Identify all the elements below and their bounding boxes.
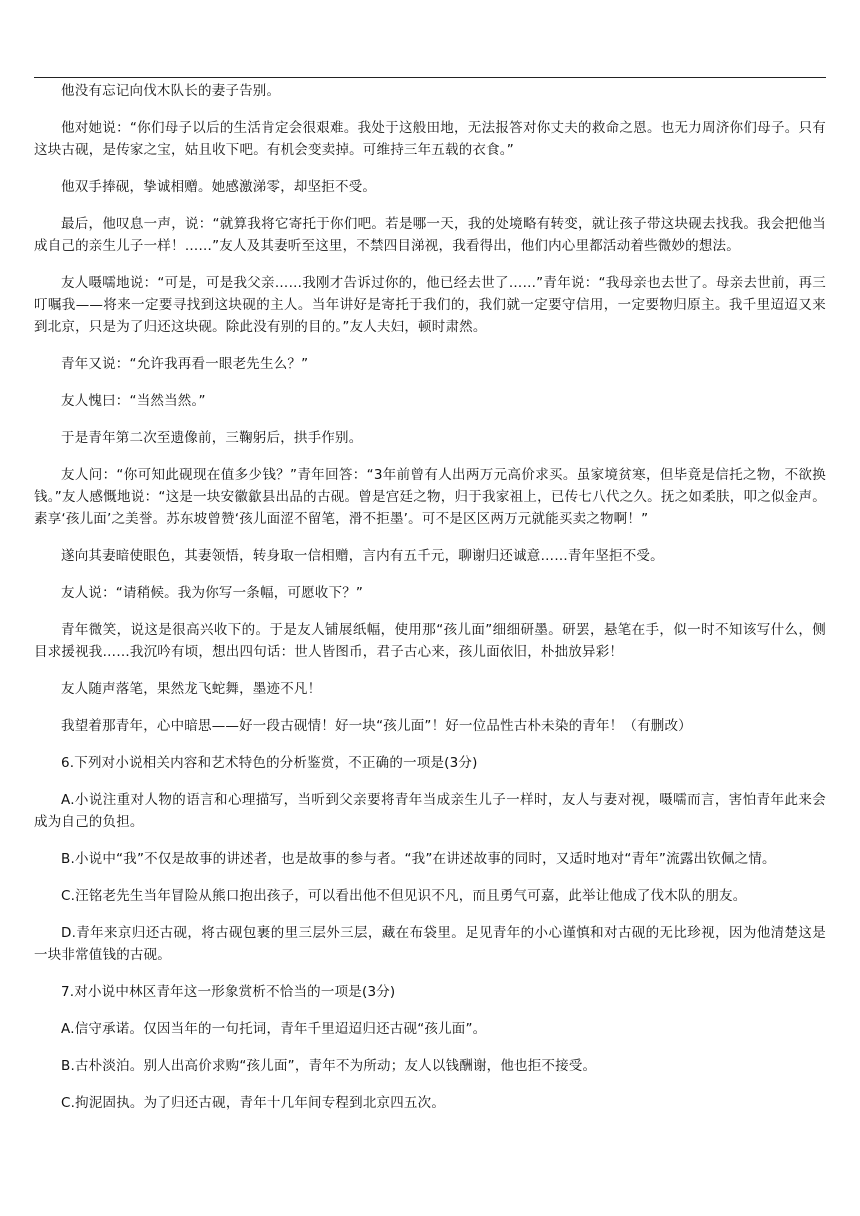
header-rule xyxy=(34,77,826,78)
story-paragraph: 友人说：“请稍候。我为你写一条幅，可愿收下？” xyxy=(61,585,364,601)
story-paragraph: 他对她说：“你们母子以后的生活肯定会很艰难。我处于这般田地，无法报答对你丈夫的救命之恩。也无力周济你们母子。只有这块古砚，是传家之宝，姑且收下吧。有机会变卖掉。可维持三年五载的衣食。” xyxy=(34,120,826,158)
story-paragraph: 青年又说：“允许我再看一眼老先生么？” xyxy=(61,356,309,372)
question-6-stem: 6.下列对小说相关内容和艺术特色的分析鉴赏，不正确的一项是(3分) xyxy=(61,755,478,771)
story-paragraph: 遂向其妻暗使眼色，其妻领悟，转身取一信相赠，言内有五千元，聊谢归还诚意……青年坚拒不受。 xyxy=(61,548,664,564)
question-6-option-d: D.青年来京归还古砚，将古砚包裹的里三层外三层，藏在布袋里。足见青年的小心谨慎和对古砚的无比珍视，因为他清楚这是一块非常值钱的古砚。 xyxy=(34,925,826,963)
question-7-stem: 7.对小说中林区青年这一形象赏析不恰当的一项是(3分) xyxy=(61,984,396,1000)
question-7-option-a: A.信守承诺。仅因当年的一句托词，青年千里迢迢归还古砚“孩儿面”。 xyxy=(61,1021,487,1037)
story-paragraph: 友人问：“你可知此砚现在值多少钱？”青年回答：“3年前曾有人出两万元高价求买。虽家境贫寒，但毕竟是信托之物，不欲换钱。”友人感慨地说：“这是一块安徽歙县出品的古砚。曾是宫廷之物，归于我家祖上，已传七八代之久。抚之如柔肤，叩之似金声。素享‘孩儿面’之美誉。苏东坡曾赞‘孩儿面涩不留笔，滑不拒墨’。可不是区区两万元就能买卖之物啊！” xyxy=(34,467,826,527)
document-body xyxy=(34,80,826,1129)
story-paragraph: 他没有忘记向伐木队长的妻子告别。 xyxy=(61,83,281,99)
story-paragraph: 青年微笑，说这是很高兴收下的。于是友人铺展纸幅，使用那“孩儿面”细细研墨。研罢，悬笔在手，似一时不知该写什么，侧目求援视我……我沉吟有顷，想出四句话：世人皆图币，君子古心来，孩儿面依旧，朴拙放异彩！ xyxy=(34,622,826,660)
story-paragraph: 最后，他叹息一声，说：“就算我将它寄托于你们吧。若是哪一天，我的处境略有转变，就让孩子带这块砚去找我。我会把他当成自己的亲生儿子一样！……”友人及其妻听至这里，不禁四目涕视，我看得出，他们内心里都活动着些微妙的想法。 xyxy=(34,216,826,254)
question-7-option-c: C.拘泥固执。为了归还古砚，青年十几年间专程到北京四五次。 xyxy=(61,1095,446,1111)
story-paragraph: 友人嗫嚅地说：“可是，可是我父亲……我刚才告诉过你的，他已经去世了……”青年说：“我母亲也去世了。母亲去世前，再三叮嘱我——将来一定要寻找到这块砚的主人。当年讲好是寄托于我们的，我们就一定要守信用，一定要物归原主。我千里迢迢又来到北京，只是为了归还这块砚。除此没有别的目的。”友人夫妇，顿时肃然。 xyxy=(34,275,826,335)
question-7-option-b: B.古朴淡泊。别人出高价求购“孩儿面”，青年不为所动；友人以钱酬谢，他也拒不接受。 xyxy=(61,1058,597,1074)
story-paragraph: 友人随声落笔，果然龙飞蛇舞，墨迹不凡！ xyxy=(61,681,322,697)
question-6-option-c: C.汪铭老先生当年冒险从熊口抱出孩子，可以看出他不但见识不凡，而且勇气可嘉，此举让他成了伐木队的朋友。 xyxy=(61,888,747,904)
story-paragraph: 我望着那青年，心中暗思——好一段古砚情！好一块“孩儿面”！好一位品性古朴未染的青年！（有删改） xyxy=(61,718,692,734)
question-6-option-b: B.小说中“我”不仅是故事的讲述者，也是故事的参与者。“我”在讲述故事的同时，又适时地对“青年”流露出钦佩之情。 xyxy=(61,851,776,867)
story-paragraph: 他双手捧砚，挚诚相赠。她感激涕零，却坚拒不受。 xyxy=(61,179,377,195)
story-paragraph: 于是青年第二次至遗像前，三鞠躬后，拱手作别。 xyxy=(61,430,363,446)
question-6-option-a: A.小说注重对人物的语言和心理描写，当听到父亲要将青年当成亲生儿子一样时，友人与妻对视，嗫嚅而言，害怕青年此来会成为自己的负担。 xyxy=(34,792,826,830)
story-paragraph: 友人愧曰：“当然当然。” xyxy=(61,393,206,409)
